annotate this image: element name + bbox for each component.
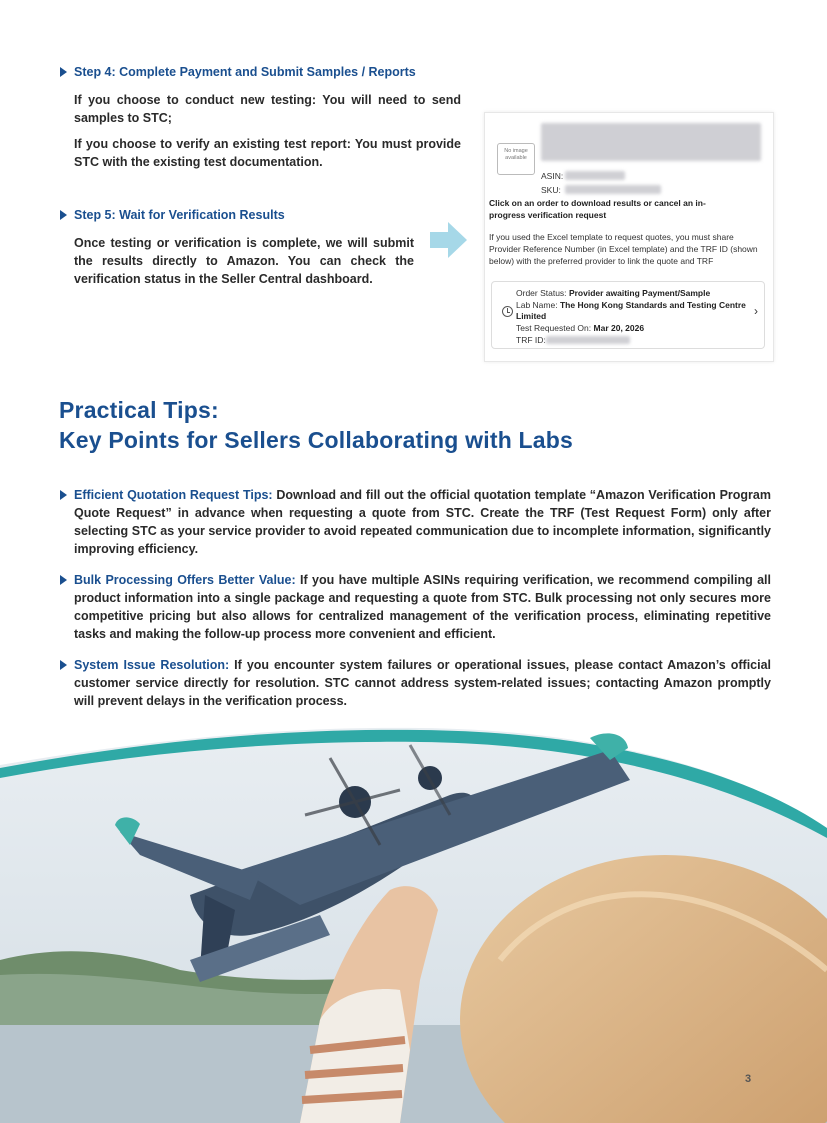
test-requested-label: Test Requested On:: [516, 323, 592, 333]
seller-central-screenshot: [484, 112, 774, 362]
step4-bullet-icon: [60, 67, 67, 77]
step4-title: Step 4: Complete Payment and Submit Samples / Reports: [74, 65, 416, 79]
page-number: 3: [745, 1073, 752, 1085]
step4-paragraph-1: If you choose to conduct new testing: You will need to send samples to STC;: [74, 93, 461, 125]
tip-bulk-processing: [74, 571, 771, 643]
tip1-text: Download and fill out the official quotation template “Amazon Verification Program Quote Request” in advance when requesting a quote from STC. Create the TRF (Test Request Form) only after selecting STC as your service provider to avoid repeated communication due to incomplete information, significantly improving efficiency.: [74, 488, 771, 556]
tip3-text: If you encounter system failures or operational issues, please contact Amazon’s official customer service directly for resolution. STC cannot address system-related issues; contacting Amazon promptly will prevent delays in the verification process.: [74, 658, 772, 708]
sku-label: SKU:: [541, 185, 561, 195]
tip2-text: If you have multiple ASINs requiring verification, we recommend compiling all product information into a single package and requesting a quote from STC. Bulk processing not only secures more competitive pricing but also allows for centralized management of the verification process, eliminating repetitive tasks and making the follow-up process more convenient and efficient.: [74, 573, 771, 641]
step4-paragraph-2: If you choose to verify an existing test report: You must provide STC with the existing test documentation.: [74, 137, 461, 169]
blurred-sku: [565, 185, 661, 194]
blurred-product-title: [541, 123, 761, 161]
no-image-placeholder: No image available: [497, 143, 535, 175]
lab-name-label: Lab Name:: [516, 300, 558, 310]
tips-heading-line2: Key Points for Sellers Collaborating with Labs: [59, 427, 574, 453]
tip3-bullet-icon: [60, 660, 67, 670]
clock-icon: [502, 306, 513, 317]
tips-heading-line1: Practical Tips:: [59, 397, 219, 423]
trf-id-label: TRF ID:: [516, 335, 546, 345]
tip-system-issue: [74, 656, 771, 710]
order-status-card[interactable]: [491, 281, 765, 349]
step5-title: Step 5: Wait for Verification Results: [74, 208, 285, 222]
tip3-lead: System Issue Resolution:: [74, 658, 230, 672]
asin-label: ASIN:: [541, 171, 564, 181]
lab-name-value: The Hong Kong Standards and Testing Centre Limited: [516, 300, 746, 321]
step5-paragraph: Once testing or verification is complete, we will submit the results directly to Amazon. You can check the verification status in the Seller Central dashboard.: [74, 236, 414, 286]
chevron-right-icon: ›: [754, 304, 758, 318]
child-toy-plane-photo: [0, 720, 827, 1123]
tip-efficient-quotation: [74, 486, 771, 558]
tip2-lead: Bulk Processing Offers Better Value:: [74, 573, 296, 587]
order-status-label: Order Status:: [516, 288, 567, 298]
blurred-trf-id: [546, 336, 630, 344]
test-requested-value: Mar 20, 2026: [593, 323, 645, 333]
tip1-lead: Efficient Quotation Request Tips:: [74, 488, 273, 502]
click-instruction: Click on an order to download results or cancel an in-progress verification request: [489, 198, 706, 220]
step5-bullet-icon: [60, 210, 67, 220]
excel-instruction: If you used the Excel template to request quotes, you must share Provider Reference Number (in Excel template) and the TRF ID (shown below) with the preferred provider to link the quote and TRF: [489, 232, 758, 266]
tip1-bullet-icon: [60, 490, 67, 500]
right-arrow-icon: [430, 221, 468, 259]
tip2-bullet-icon: [60, 575, 67, 585]
order-status-value: Provider awaiting Payment/Sample: [568, 288, 711, 298]
blurred-asin: [565, 171, 625, 180]
